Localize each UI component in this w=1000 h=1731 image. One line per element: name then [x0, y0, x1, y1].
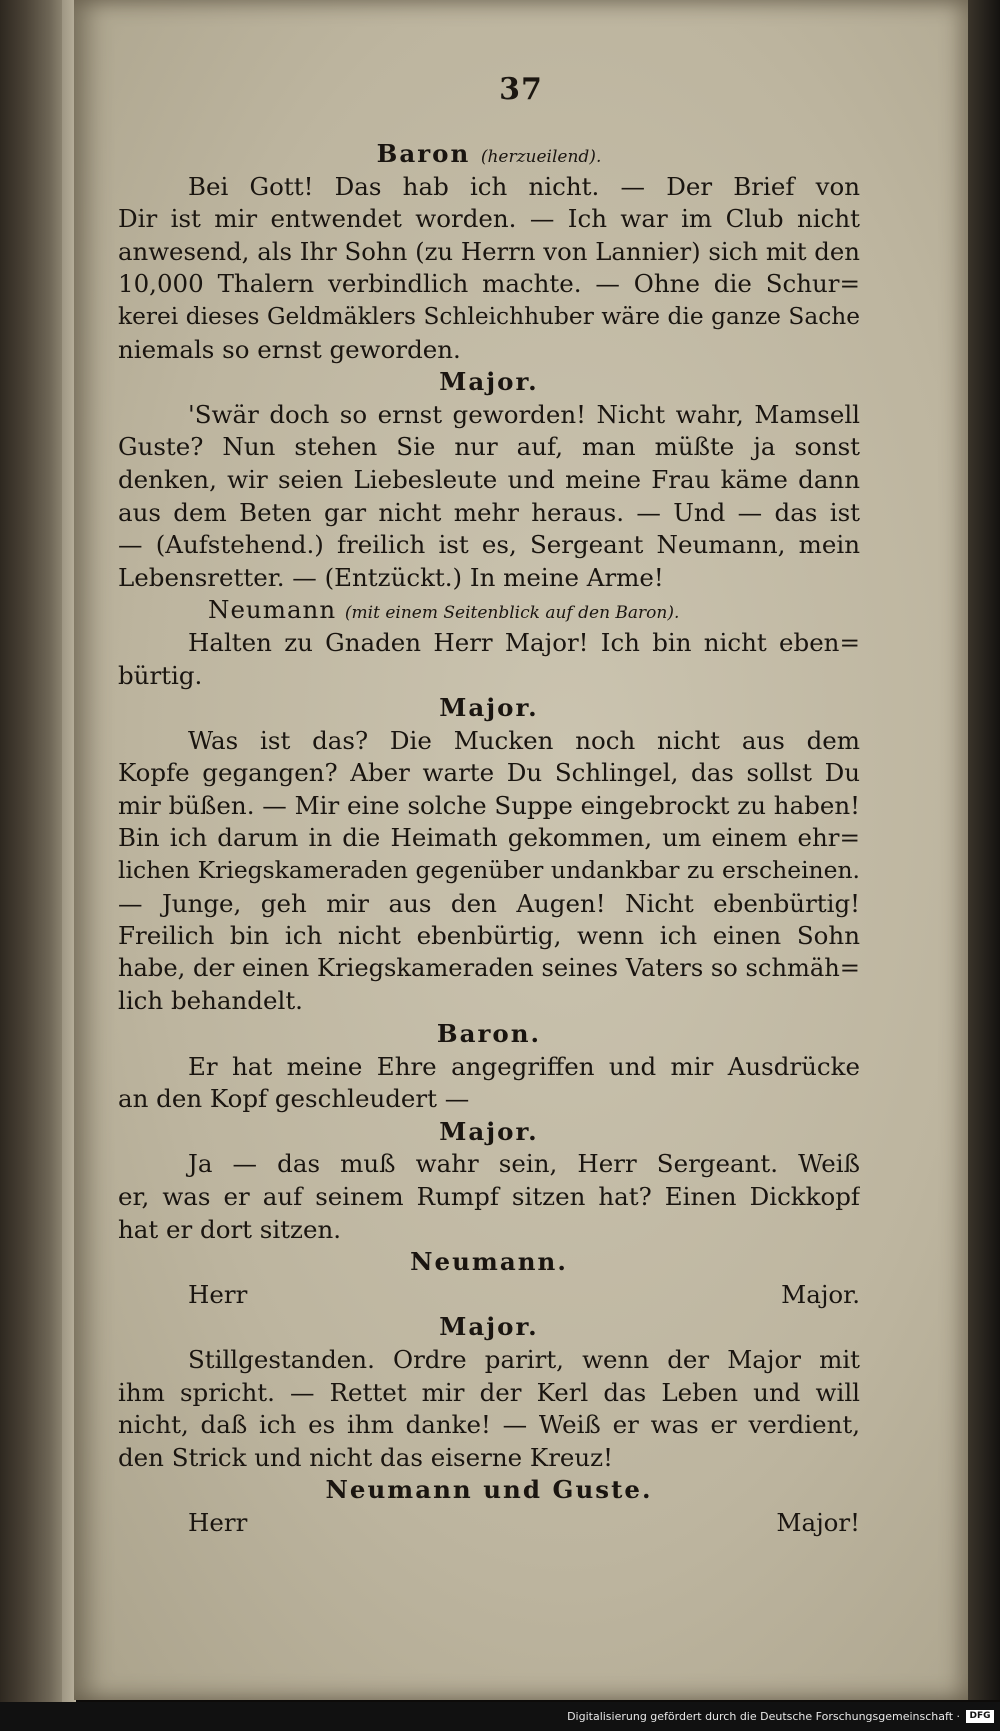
line-text: den Strick und nicht das eiserne Kreuz! [118, 1442, 613, 1472]
text-line [118, 888, 860, 921]
line-text: anwesend, als Ihr Sohn (zu Herrn von Lannier) sich mit den [118, 236, 860, 266]
page-number: 37 [499, 72, 543, 107]
text-line [118, 562, 860, 595]
line-text: — Junge, geh mir aus den Augen! Nicht ebenbürtig! [118, 888, 860, 918]
stage-direction: (herzueilend). [480, 147, 602, 167]
line-text: denken, wir seien Liebesleute und meine Frau käme dann [118, 464, 860, 494]
dfg-logo: DFG [966, 1710, 994, 1723]
text-line [118, 529, 860, 562]
line-text: aus dem Beten gar nicht mehr heraus. — Und — das ist [118, 497, 860, 527]
stage-direction: (mit einem Seitenblick auf den Baron). [344, 603, 680, 624]
text-line [118, 660, 860, 693]
text-line [118, 1442, 860, 1475]
book-spine [0, 0, 62, 1731]
line-text: ihm spricht. — Rettet mir der Kerl das Leben und will [118, 1377, 860, 1407]
text-line [118, 1051, 860, 1084]
line-text: Halten zu Gnaden Herr Major! Ich bin nicht eben= [188, 627, 860, 657]
line-text: Herr Major. [188, 1279, 860, 1309]
footer-credit: Digitalisierung gefördert durch die Deutsche Forschungsgemeinschaft · [567, 1710, 960, 1723]
text-line [118, 268, 860, 301]
speaker-name [118, 1474, 860, 1507]
text-line [118, 301, 860, 334]
text-line [118, 985, 860, 1018]
line-text: Dir ist mir entwendet worden. — Ich war im Club nicht [118, 204, 860, 234]
line-text: mir büßen. — Mir eine solche Suppe eingebrockt zu haben! [118, 790, 860, 820]
line-text: an den Kopf geschleudert — [118, 1084, 470, 1114]
text-line [118, 1181, 860, 1214]
text-line [118, 1377, 860, 1410]
text-line [118, 1148, 860, 1181]
text-line [118, 757, 860, 790]
footer-bar [0, 1702, 1000, 1731]
speaker-name [118, 1018, 860, 1051]
text-line [118, 1083, 860, 1116]
line-text: Neumann. [410, 1247, 568, 1277]
line-text: lich behandelt. [118, 986, 303, 1016]
text-line [118, 1214, 860, 1247]
line-text: kerei dieses Geldmäklers Schleichhuber wäre die ganze Sache [118, 302, 860, 330]
line-text: hat er dort sitzen. [118, 1214, 342, 1244]
line-text: Kopfe gegangen? Aber warte Du Schlingel, das sollst Du [118, 758, 860, 788]
line-text: bürtig. [118, 660, 203, 690]
line-text: Major. [439, 1312, 539, 1342]
play-text [118, 138, 860, 1540]
speaker-name [118, 1246, 860, 1279]
speaker-name [118, 1311, 860, 1344]
speaker-name [118, 1116, 860, 1149]
line-text: Major. [439, 1116, 539, 1146]
line-text: er, was er auf seinem Rumpf sitzen hat? Einen Dickkopf [118, 1182, 860, 1211]
line-text: habe, der einen Kriegskameraden seines Vaters so schmäh= [118, 953, 860, 982]
text-line [118, 953, 860, 986]
line-text: Freilich bin ich nicht ebenbürtig, wenn ich einen Sohn [118, 921, 860, 951]
line-text: Herr Major! [188, 1507, 860, 1537]
text-line [118, 1279, 860, 1312]
text-line [118, 171, 860, 204]
text-line [118, 920, 860, 953]
text-line [118, 334, 860, 367]
speaker-name [118, 138, 860, 171]
line-text: Neumann und Guste. [325, 1475, 653, 1505]
speaker-name [118, 366, 860, 399]
line-text: Major. [439, 693, 539, 723]
text-line [118, 464, 860, 497]
text-line [118, 855, 860, 888]
text-line [118, 790, 860, 823]
line-text: nicht, daß ich es ihm danke! — Weiß er was er verdient, [118, 1410, 860, 1440]
line-text: 'Swär doch so ernst geworden! Nicht wahr, Mamsell [188, 399, 860, 429]
text-line [118, 1409, 860, 1442]
text-line [118, 203, 860, 236]
text-line [118, 1507, 860, 1540]
line-text: Major. [439, 367, 539, 397]
text-line [118, 1344, 860, 1377]
line-text: — (Aufstehend.) freilich ist es, Sergeant Neumann, mein [118, 530, 860, 560]
speaker-name [118, 692, 860, 725]
text-line [118, 627, 860, 660]
line-text: Neumann [208, 595, 337, 625]
line-text: Lebensretter. — (Entzückt.) In meine Arme! [118, 562, 664, 592]
line-text: niemals so ernst geworden. [118, 334, 461, 364]
line-text: Baron [376, 139, 471, 168]
line-text: Er hat meine Ehre angegriffen und mir Ausdrücke [188, 1051, 860, 1081]
line-text: Bin ich darum in die Heimath gekommen, um einem ehr= [118, 823, 860, 853]
line-text: Ja — das muß wahr sein, Herr Sergeant. Weiß [188, 1149, 860, 1179]
text-line [118, 497, 860, 530]
line-text: Bei Gott! Das hab ich nicht. — Der Brief von [188, 171, 860, 201]
line-text: Was ist das? Die Mucken noch nicht aus dem [188, 725, 860, 755]
line-text: Guste? Nun stehen Sie nur auf, man müßte ja sonst [118, 432, 860, 462]
text-line [118, 399, 860, 432]
text-line [118, 236, 860, 269]
line-text: Stillgestanden. Ordre parirt, wenn der Major mit [188, 1344, 860, 1374]
page-edge-shadow [968, 0, 1000, 1700]
line-text: 10,000 Thalern verbindlich machte. — Ohne die Schur= [118, 269, 860, 299]
speaker-name [118, 594, 860, 627]
text-line [118, 431, 860, 464]
text-line [118, 822, 860, 855]
line-text: lichen Kriegskameraden gegenüber undankbar zu erscheinen. [118, 856, 860, 885]
line-text: Baron. [436, 1019, 542, 1049]
text-line [118, 725, 860, 758]
